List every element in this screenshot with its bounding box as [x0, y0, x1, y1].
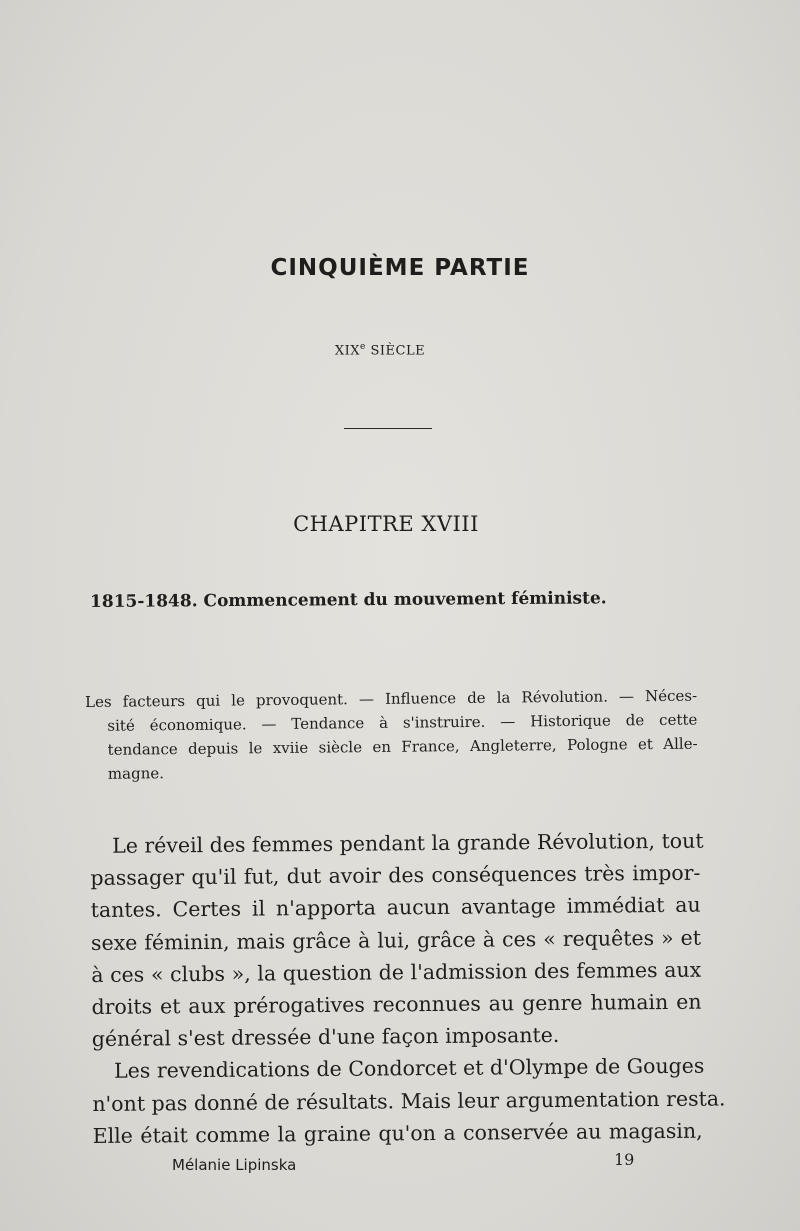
century-superscript: e [360, 342, 366, 352]
chapter-summary [85, 684, 698, 786]
summary-line: tendance depuis le xviie siècle en France, Angleterre, Pologne et Alle- [107, 734, 698, 759]
section-divider [344, 428, 432, 429]
century-numeral: XIX [334, 343, 361, 359]
part-title: CINQUIÈME PARTIE [270, 255, 530, 281]
body-line: Le réveil des femmes pendant la grande Révolution, tout [112, 828, 704, 858]
summary-line: magne. [107, 764, 165, 783]
footer-author: Mélanie Lipinska [172, 1156, 297, 1174]
summary-line: Les facteurs qui le provoquent. — Influence de la Révolution. — Néces- [85, 686, 698, 711]
chapter-number: CHAPITRE XVIII [293, 512, 479, 536]
summary-line: sité économique. — Tendance à s'instruire. — Historique de cette [107, 710, 698, 735]
body-line: général s'est dressée d'une façon imposante. [91, 1023, 560, 1052]
body-line: n'ont pas donné de résultats. Mais leur argumentation resta. [92, 1086, 726, 1116]
body-text [90, 825, 726, 1152]
century-word: SIÈCLE [365, 343, 426, 359]
body-line: tantes. Certes il n'apporta aucun avantage immédiat au [90, 893, 701, 923]
body-line: sexe féminin, mais grâce à lui, grâce à ces « requêtes » et [90, 925, 702, 955]
page-number: 19 [614, 1150, 635, 1169]
body-line: à ces « clubs », la question de l'admission des femmes aux [91, 957, 702, 987]
body-line: Les revendications de Condorcet et d'Olympe de Gouges [114, 1054, 705, 1084]
body-line: Elle était comme la graine qu'on a conservée au magasin, [92, 1118, 703, 1148]
body-line: droits et aux prérogatives reconnues au genre humain en [91, 989, 702, 1020]
body-line: passager qu'il fut, dut avoir des conséquences très impor- [90, 860, 701, 891]
century-label [0, 342, 760, 358]
chapter-heading: 1815-1848. Commencement du mouvement féministe. [89, 588, 607, 612]
